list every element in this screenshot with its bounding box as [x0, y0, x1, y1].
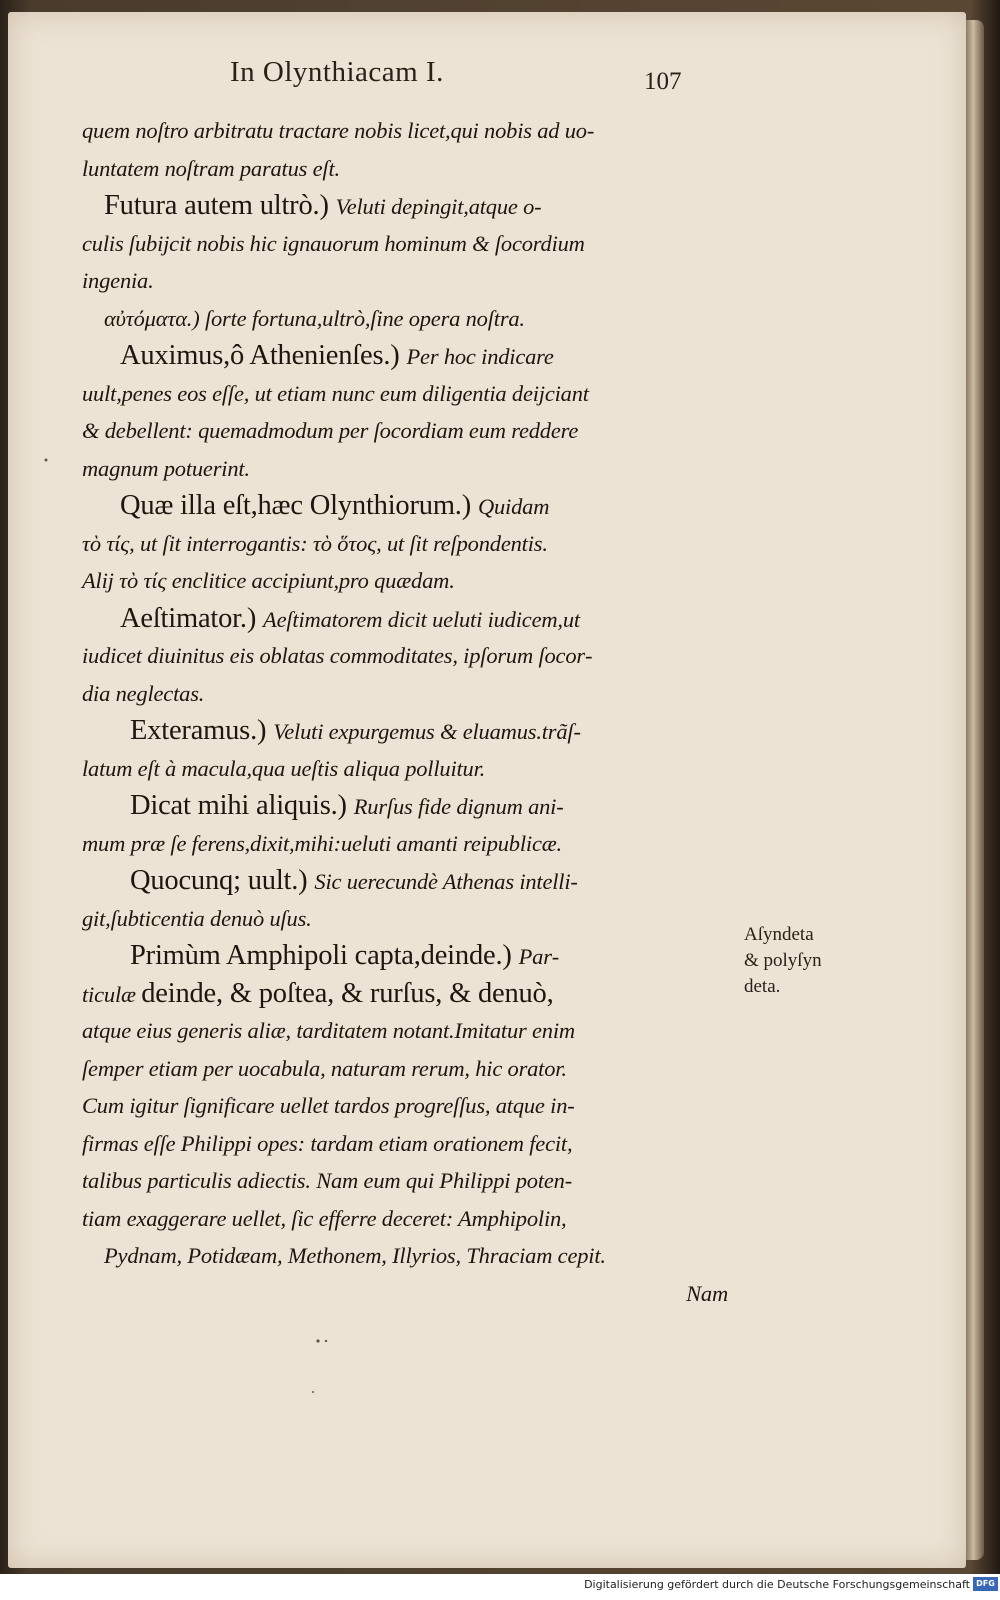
margin-note-line: Aſyndeta: [744, 924, 814, 945]
gloss-text: Veluti expurgemus & eluamus.trãſ‑: [273, 719, 581, 744]
lemma-text: Exteramus.): [130, 715, 274, 746]
lemma-text: Quocunq; uult.): [130, 865, 315, 896]
gloss-text: quem noſtro arbitratu tractare nobis licet,qui nobis ad uo‑: [82, 118, 595, 143]
gloss-text: Cum igitur ſignificare uellet tardos progreſſus, atque in‑: [82, 1093, 575, 1118]
lemma-text: Dicat mihi aliquis.): [130, 790, 354, 821]
gloss-text: Aeſtimatorem dicit ueluti iudicem,ut: [263, 606, 580, 632]
gloss-text: Veluti depingit,atque o‑: [335, 194, 542, 219]
gloss-text: talibus particulis adiectis. Nam eum qui Philippi poten‑: [82, 1168, 573, 1193]
gloss-text: tiam exaggerare uellet, ſic efferre deceret: Amphipolin,: [82, 1205, 567, 1231]
running-head: In Olynthiacam I.: [230, 56, 444, 88]
margin-note-line: & polyſyn: [744, 950, 822, 971]
gloss-text: Sic uerecundè Athenas intelli‑: [314, 869, 578, 894]
gloss-text: Rurſus fide dignum ani‑: [353, 794, 564, 819]
gloss-text: luntatem noſtram paratus eſt.: [82, 155, 340, 181]
lemma-text: Auximus,ô Athenienſes.): [120, 340, 407, 371]
dfg-logo: DFG: [973, 1577, 998, 1591]
gloss-text: git,ſubticentia denuò uſus.: [82, 905, 312, 931]
gloss-text: Alij τὸ τίς enclitice accipiunt,pro quædam.: [82, 568, 455, 593]
funding-credit: Digitalisierung gefördert durch die Deutsche Forschungsgemeinschaft: [584, 1578, 970, 1591]
lemma-text: Futura autem ultrò.): [104, 190, 336, 221]
gloss-text: iudicet diuinitus eis oblatas commoditates, ipſorum ſocor‑: [82, 643, 593, 668]
gloss-text: uult,penes eos eſſe, ut etiam nunc eum diligentia deijciant: [82, 380, 589, 406]
page-number: 107: [644, 68, 682, 95]
lemma-text: Aeſtimator.): [120, 602, 264, 634]
gloss-text: atque eius generis aliæ, tarditatem notant.Imitatur enim: [82, 1018, 575, 1043]
gloss-text: Par‑: [518, 944, 560, 969]
margin-note-line: deta.: [744, 976, 781, 997]
gloss-text: & debellent: quemadmodum per ſocordiam eum reddere: [82, 418, 579, 443]
catchword: Nam: [686, 1280, 728, 1306]
lemma-text: Quæ illa eſt,hæc Olynthiorum.): [120, 490, 478, 521]
gloss-text: Pydnam, Potidæam, Methonem, Illyrios, Thraciam cepit.: [104, 1243, 606, 1268]
gloss-text: ticulæ: [82, 981, 142, 1007]
gloss-text: dia neglectas.: [82, 680, 205, 706]
lemma-text: Primùm Amphipoli capta,deinde.): [130, 940, 519, 971]
gloss-text: firmas eſſe Philippi opes: tardam etiam orationem fecit,: [82, 1130, 573, 1156]
gloss-text: mum præ ſe ferens,dixit,mihi:ueluti amanti reipublicæ.: [82, 830, 562, 856]
gloss-text: magnum potuerint.: [82, 455, 250, 481]
gloss-text: τὸ τίς, ut ſit interrogantis: τὸ ὅτος, ut ſit reſpondentis.: [82, 530, 548, 556]
gloss-text: Per hoc indicare: [406, 344, 554, 369]
gloss-text: latum eſt à macula,qua ueſtis aliqua polluitur.: [82, 755, 486, 781]
gloss-text: ſemper etiam per uocabula, naturam rerum, hic orator.: [82, 1055, 567, 1081]
gloss-text: ingenia.: [82, 268, 154, 293]
gloss-text: αὐτόματα.) ſorte fortuna,ultrò,ſine opera noſtra.: [104, 305, 525, 331]
gloss-text: culis ſubijcit nobis hic ignauorum hominum & ſocordium: [82, 230, 585, 256]
lemma-text: deinde, & poſtea, & rurſus, & denuò,: [141, 977, 554, 1009]
gloss-text: Quidam: [477, 494, 550, 519]
